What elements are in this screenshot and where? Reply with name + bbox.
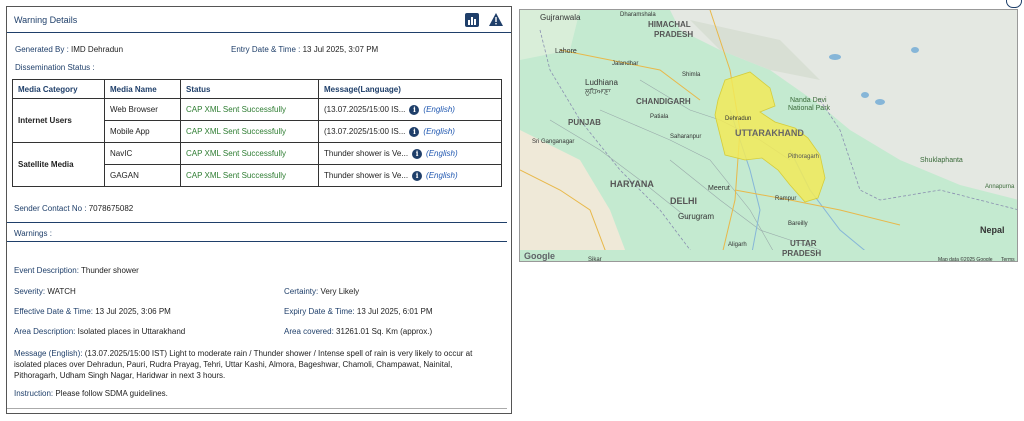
sender-contact-label: Sender Contact No : <box>14 204 87 213</box>
category-satellite-media: Satellite Media <box>13 143 105 187</box>
map-label-ludhiana: Ludhiana <box>585 78 618 87</box>
map-label-dehradun: Dehradun <box>725 116 752 122</box>
sender-contact-value: 7078675082 <box>88 204 134 213</box>
instruction <box>14 389 168 398</box>
message-text: Thunder shower is Ve... <box>324 149 409 158</box>
map-label-lahore: Lahore <box>555 48 577 55</box>
map-label-himachal: HIMACHAL <box>648 20 691 29</box>
message-text: Thunder shower is Ve... <box>324 171 409 180</box>
map-label-haryana: HARYANA <box>610 179 654 189</box>
language-link[interactable]: (English) <box>426 149 458 158</box>
sender-contact <box>14 204 133 213</box>
media-name: Mobile App <box>105 121 181 143</box>
generated-by <box>15 45 123 54</box>
status-text: CAP XML Sent Successfully <box>181 99 319 121</box>
certainty-value: Very Likely <box>320 287 360 296</box>
map-attribution: Map data ©2025 Google <box>938 257 993 263</box>
instruction-label: Instruction: <box>14 389 54 398</box>
effective-date-label: Effective Date & Time: <box>14 307 93 316</box>
map-label-pradesh-1: PRADESH <box>654 30 694 39</box>
close-button[interactable] <box>1006 0 1022 8</box>
google-logo: Google <box>524 251 555 261</box>
info-icon[interactable]: i <box>409 105 419 115</box>
panel-header <box>7 7 511 33</box>
map-label-shuklaphanta: Shuklaphanta <box>920 157 963 164</box>
entry-date-label: Entry Date & Time : <box>231 45 301 54</box>
generated-by-label: Generated By : <box>15 45 69 54</box>
map-terms-link[interactable]: Terms <box>1001 257 1015 263</box>
language-link[interactable]: (English) <box>423 105 455 114</box>
area-covered-value: 31261.01 Sq. Km (approx.) <box>336 327 433 336</box>
info-icon[interactable]: i <box>412 171 422 181</box>
col-header-status: Status <box>181 80 319 99</box>
col-header-name: Media Name <box>105 80 181 99</box>
map-label-patiala: Patiala <box>650 114 669 120</box>
map-label-meerut: Meerut <box>708 185 730 192</box>
generated-by-value: IMD Dehradun <box>71 45 124 54</box>
expiry-date-value: 13 Jul 2025, 6:01 PM <box>356 307 433 316</box>
certainty-label: Certainty: <box>284 287 319 296</box>
divider <box>7 222 507 223</box>
status-text: CAP XML Sent Successfully <box>181 165 319 187</box>
entry-date <box>231 45 378 54</box>
message-cell <box>319 143 502 165</box>
area-covered <box>284 327 432 336</box>
area-description-label: Area Description: <box>14 327 76 336</box>
message-cell <box>319 99 502 121</box>
map-label-saharanpur: Saharanpur <box>670 134 702 140</box>
area-covered-label: Area covered: <box>284 327 334 336</box>
col-header-message: Message(Language) <box>319 80 502 99</box>
map-label-ludhiana-hi: ਲੁਧਿਆਣਾ <box>585 89 611 96</box>
map-label-shimla: Shimla <box>682 72 701 78</box>
warning-icon[interactable] <box>489 13 503 27</box>
map-label-annapurna: Annapurna <box>985 184 1015 190</box>
map-label-punjab: PUNJAB <box>568 118 601 127</box>
event-description-label: Event Description: <box>14 266 79 275</box>
map-label-rampur: Rampur <box>775 196 797 202</box>
message-cell <box>319 121 502 143</box>
severity <box>14 287 76 296</box>
map-label-pradesh-2: PRADESH <box>782 249 822 258</box>
map-label-sri-ganganagar: Sri Ganganagar <box>532 139 575 145</box>
panel-title: Warning Details <box>14 14 78 25</box>
table-row <box>13 99 502 121</box>
media-name: NavIC <box>105 143 181 165</box>
map-label-nepal: Nepal <box>980 225 1005 235</box>
map-label-sikar: Sikar <box>588 257 602 263</box>
map-label-nanda-devi: Nanda Devi <box>790 97 827 104</box>
map-label-chandigarh: CHANDIGARH <box>636 97 691 106</box>
warning-map[interactable] <box>519 9 1018 262</box>
map-label-jalandhar: Jalandhar <box>612 61 639 67</box>
map-label-gujranwala: Gujranwala <box>540 13 581 22</box>
map-label-uttarakhand: UTTARAKHAND <box>735 128 804 138</box>
warnings-label: Warnings : <box>14 229 52 238</box>
language-link[interactable]: (English) <box>423 127 455 136</box>
map-label-uttar: UTTAR <box>790 239 817 248</box>
entry-date-value: 13 Jul 2025, 3:07 PM <box>302 45 379 54</box>
dissemination-status-label: Dissemination Status : <box>15 63 95 72</box>
col-header-category: Media Category <box>13 80 105 99</box>
info-icon[interactable]: i <box>412 149 422 159</box>
expiry-date <box>284 307 433 316</box>
map-label-pithoragarh: Pithoragarh <box>788 154 820 160</box>
dissemination-table <box>12 79 502 187</box>
area-description-value: Isolated places in Uttarakhand <box>77 327 186 336</box>
chart-icon[interactable] <box>465 13 479 27</box>
category-internet-users: Internet Users <box>13 99 105 143</box>
effective-date <box>14 307 171 316</box>
message-text: (13.07.2025/15:00 IS... <box>324 127 406 136</box>
area-description <box>14 327 185 336</box>
map-label-gurugram: Gurugram <box>678 212 715 221</box>
severity-label: Severity: <box>14 287 46 296</box>
divider <box>7 408 507 409</box>
map-label-bareilly: Bareilly <box>788 221 808 227</box>
status-text: CAP XML Sent Successfully <box>181 143 319 165</box>
message-english <box>14 348 494 381</box>
expiry-date-label: Expiry Date & Time: <box>284 307 355 316</box>
event-description-value: Thunder shower <box>81 266 139 275</box>
message-text: (13.07.2025/15:00 IS... <box>324 105 406 114</box>
language-link[interactable]: (English) <box>426 171 458 180</box>
message-english-label: Message (English): <box>14 349 83 358</box>
map-label-delhi: DELHI <box>670 196 697 206</box>
severity-value: WATCH <box>47 287 76 296</box>
message-english-value: (13.07.2025/15:00 IST) Light to moderate rain / Thunder shower / Intense spell of rain is very likely to occur at isolated places over Dehradun, Pauri, Rudra Prayag, Tehri, Uttar Kashi, Almora, Bageshwar, Chamoli, Champawat, Nainital, Pithoragarh, Udham Singh Nagar, Haridwar in next 3 hours. <box>14 349 473 380</box>
map-label-dharamshala: Dharamshala <box>620 12 656 18</box>
status-text: CAP XML Sent Successfully <box>181 121 319 143</box>
media-name: GAGAN <box>105 165 181 187</box>
effective-date-value: 13 Jul 2025, 3:06 PM <box>95 307 171 316</box>
instruction-value: Please follow SDMA guidelines. <box>55 389 168 398</box>
map-label-aligarh: Aligarh <box>728 242 747 248</box>
media-name: Web Browser <box>105 99 181 121</box>
message-cell <box>319 165 502 187</box>
map-label-national-park: National Park <box>788 105 831 112</box>
event-description <box>14 266 139 275</box>
table-row <box>13 143 502 165</box>
info-icon[interactable]: i <box>409 127 419 137</box>
divider <box>7 241 507 242</box>
certainty <box>284 287 359 296</box>
